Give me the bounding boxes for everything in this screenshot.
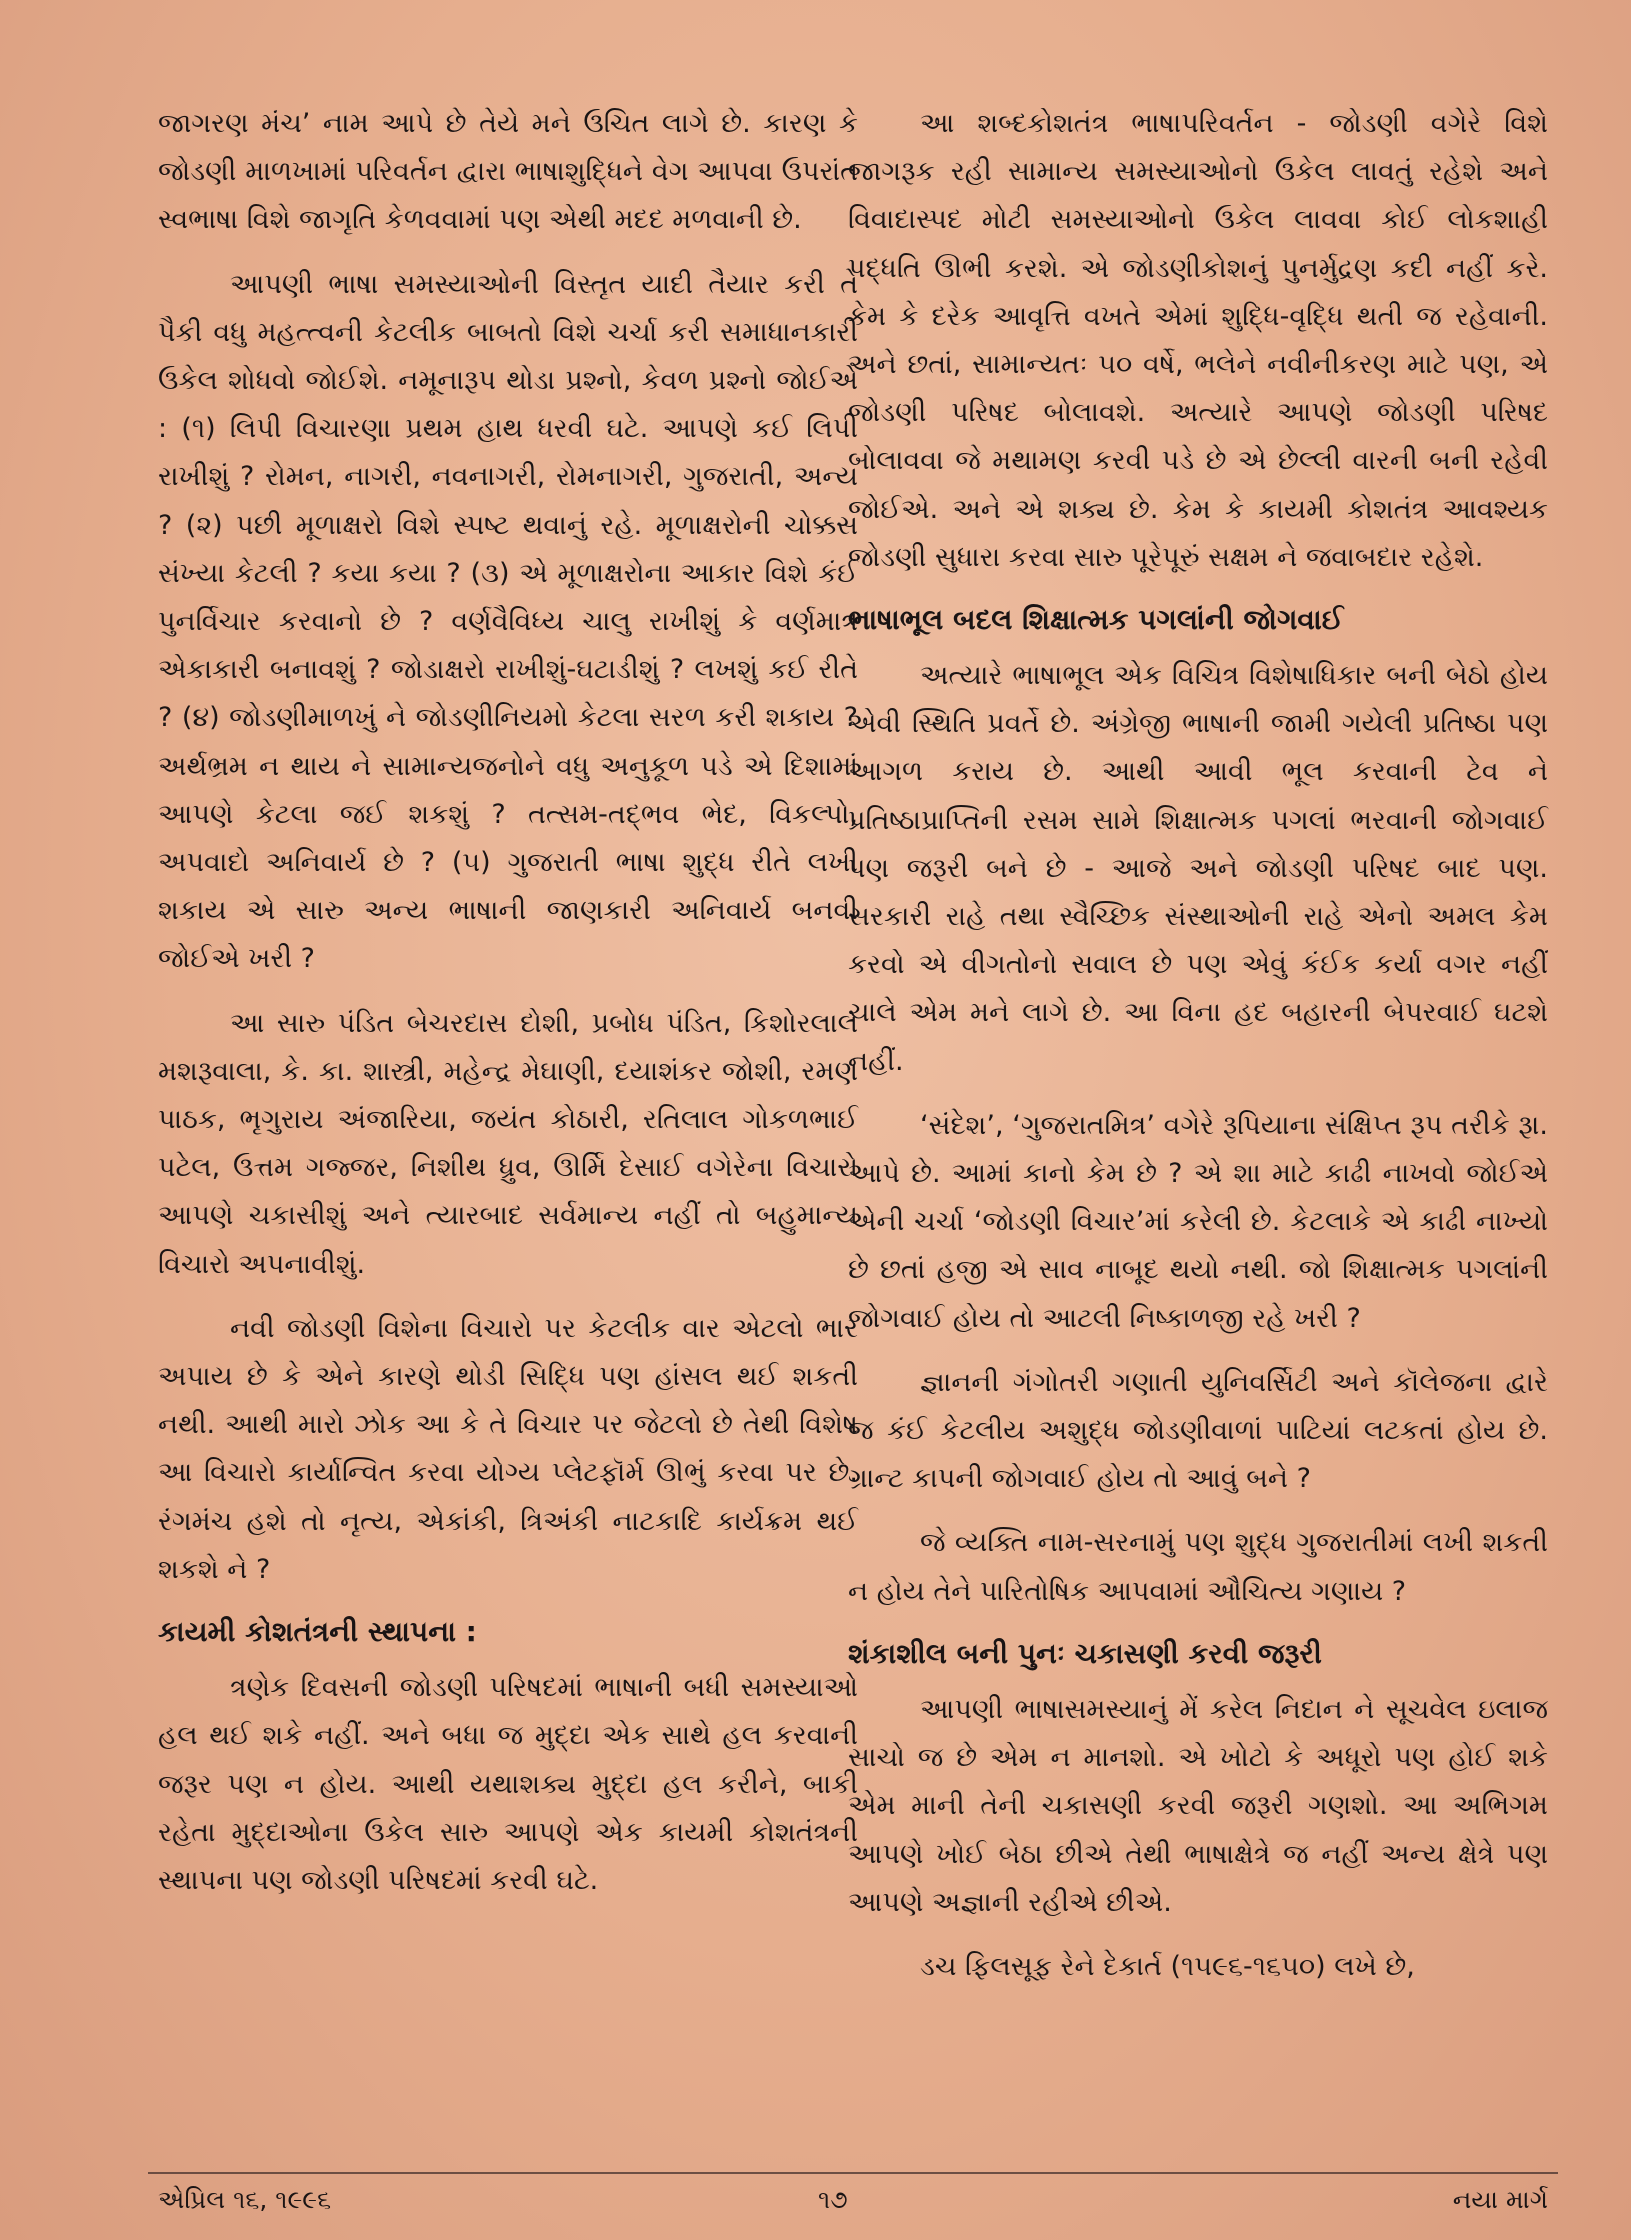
left-column [158,100,858,1921]
paragraph: અત્યારે ભાષાભૂલ એક વિચિત્ર વિશેષાધિકાર બની બેઠો હોય એવી સ્થિતિ પ્રવર્તે છે. અંગ્રેજી ભાષાની જામી ગયેલી પ્રતિષ્ઠા પણ આગળ કરાય છે. આથી આવી ભૂલ કરવાની ટેવ ને પ્રતિષ્ઠાપ્રાપ્તિની રસમ સામે શિક્ષાત્મક પગલાં ભરવાની જોગવાઈ પણ જરૂરી બને છે - આજે અને જોડણી પરિષદ બાદ પણ. સરકારી રાહે તથા સ્વૈચ્છિક સંસ્થાઓની રાહે એનો અમલ કેમ કરવો એ વીગતોનો સવાલ છે પણ એવું કંઈક કર્યા વગર નહીં ચાલે એમ મને લાગે છે. આ વિના હદ બહારની બેપરવાઈ ઘટશે નહીં. [848,660,1548,1077]
paragraph: જ્ઞાનની ગંગોતરી ગણાતી યુનિવર્સિટી અને કૉલેજના દ્વારે જ કંઈ કેટલીય અશુદ્ધ જોડણીવાળાં પાટિયાં લટકતાં હોય છે. ગ્રાન્ટ કાપની જોગવાઈ હોય તો આવું બને ? [848,1366,1548,1495]
footer-divider [148,2172,1558,2174]
paragraph: ડચ ફિલસૂફ રેને દેકાર્ત (૧૫૯૬-૧૬૫૦) લખે છે, [920,1950,1415,1982]
issue-date: એપ્રિલ ૧૬, ૧૯૯૬ [158,2185,332,2214]
section-heading: ભાષાભૂલ બદલ શિક્ષાત્મક પગલાંની જોગવાઈ [848,603,1344,637]
section-heading: કાયમી કોશતંત્રની સ્થાપના : [158,1615,477,1649]
paragraph: નવી જોડણી વિશેના વિચારો પર કેટલીક વાર એટલો ભાર અપાય છે કે એને કારણે થોડી સિદ્ધિ પણ હાંસલ થઈ શકતી નથી. આથી મારો ઝોક આ કે તે વિચાર પર જેટલો છે તેથી વિશેષ આ વિચારો કાર્યાન્વિત કરવા યોગ્ય પ્લેટફૉર્મ ઊભું કરવા પર છે. રંગમંચ હશે તો નૃત્ય, એકાંકી, ત્રિઅંકી નાટકાદિ કાર્યક્રમ થઈ શકશે ને ? [158,1312,858,1585]
magazine-name: નયા માર્ગ [1452,2185,1548,2214]
right-column [848,100,1548,2007]
paragraph: જે વ્યક્તિ નામ-સરનામું પણ શુદ્ધ ગુજરાતીમાં લખી શકતી ન હોય તેને પારિતોષિક આપવામાં ઔચિત્ય ગણાય ? [848,1527,1548,1607]
paragraph: ‘સંદેશ’, ‘ગુજરાતમિત્ર’ વગેરે રૂપિયાના સંક્ષિપ્ત રૂપ તરીકે રૂા. આપે છે. આમાં કાનો કેમ છે ? એ શા માટે કાઢી નાખવો જોઈએ એની ચર્ચા ‘જોડણી વિચાર’માં કરેલી છે. કેટલાકે એ કાઢી નાખ્યો છે છતાં હજી એ સાવ નાબૂદ થયો નથી. જો શિક્ષાત્મક પગલાંની જોગવાઈ હોય તો આટલી નિષ્કાળજી રહે ખરી ? [848,1109,1548,1334]
paragraph: આપણી ભાષાસમસ્યાનું મેં કરેલ નિદાન ને સૂચવેલ ઇલાજ સાચો જ છે એમ ન માનશો. એ ખોટો કે અધૂરો પણ હોઈ શકે એમ માની તેની ચકાસણી કરવી જરૂરી ગણશો. આ અભિગમ આપણે ખોઈ બેઠા છીએ તેથી ભાષાક્ષેત્રે જ નહીં અન્ય ક્ષેત્રે પણ આપણે અજ્ઞાની રહીએ છીએ. [848,1693,1548,1918]
page-footer [158,2180,1548,2220]
paragraph: આ સારુ પંડિત બેચરદાસ દોશી, પ્રબોધ પંડિત, કિશોરલાલ મશરૂવાલા, કે. કા. શાસ્ત્રી, મહેન્દ્ર મેઘાણી, દયાશંકર જોશી, રમણ પાઠક, ભૃગુરાય અંજારિયા, જયંત કોઠારી, રતિલાલ ગોકળભાઈ પટેલ, ઉત્તમ ગજ્જર, નિશીથ ધ્રુવ, ઊર્મિ દેસાઈ વગેરેના વિચારો આપણે ચકાસીશું અને ત્યારબાદ સર્વમાન્ય નહીં તો બહુમાન્ય વિચારો અપનાવીશું. [158,1007,858,1280]
section-heading: શંકાશીલ બની પુનઃ ચકાસણી કરવી જરૂરી [848,1636,1322,1670]
paragraph: આ શબ્દકોશતંત્ર ભાષાપરિવર્તન - જોડણી વગેરે વિશે જાગરૂક રહી સામાન્ય સમસ્યાઓનો ઉકેલ લાવતું રહેશે અને વિવાદાસ્પદ મોટી સમસ્યાઓનો ઉકેલ લાવવા કોઈ લોકશાહી પદ્ધતિ ઊભી કરશે. એ જોડણીકોશનું પુનર્મુદ્રણ કદી નહીં કરે. કેમ કે દરેક આવૃત્તિ વખતે એમાં શુદ્ધિ-વૃદ્ધિ થતી જ રહેવાની. અને છતાં, સામાન્યતઃ ૫૦ વર્ષે, ભલેને નવીનીકરણ માટે પણ, એ જોડણી પરિષદ બોલાવશે. અત્યારે આપણે જોડણી પરિષદ બોલાવવા જે મથામણ કરવી પડે છે એ છેલ્લી વારની બની રહેવી જોઈએ. અને એ શક્ય છે. કેમ કે કાયમી કોશતંત્ર આવશ્યક જોડણી સુધારા કરવા સારુ પૂરેપૂરું સક્ષમ ને જવાબદાર રહેશે. [848,108,1548,573]
page-number: ૧૭ [818,2185,848,2214]
paragraph: ત્રણેક દિવસની જોડણી પરિષદમાં ભાષાની બધી સમસ્યાઓ હલ થઈ શકે નહીં. અને બધા જ મુદ્દા એક સાથે હલ કરવાની જરૂર પણ ન હોય. આથી યથાશક્ય મુદ્દા હલ કરીને, બાકી રહેતા મુદ્દાઓના ઉકેલ સારુ આપણે એક કાયમી કોશતંત્રની સ્થાપના પણ જોડણી પરિષદમાં કરવી ઘટે. [158,1672,858,1896]
paragraph: આપણી ભાષા સમસ્યાઓની વિસ્તૃત યાદી તૈયાર કરી તે પૈકી વધુ મહત્ત્વની કેટલીક બાબતો વિશે ચર્ચા કરી સમાધાનકારી ઉકેલ શોધવો જોઈશે. નમૂનારૂપ થોડા પ્રશ્નો, કેવળ પ્રશ્નો જોઈએ : (૧) લિપી વિચારણા પ્રથમ હાથ ધરવી ઘટે. આપણે કઈ લિપી રાખીશું ? રોમન, નાગરી, નવનાગરી, રોમનાગરી, ગુજરાતી, અન્ય ? (૨) પછી મૂળાક્ષરો વિશે સ્પષ્ટ થવાનું રહે. મૂળાક્ષરોની ચોક્કસ સંખ્યા કેટલી ? કયા કયા ? (૩) એ મૂળાક્ષરોના આકાર વિશે કંઈ પુનર્વિચાર કરવાનો છે ? વર્ણવૈવિધ્ય ચાલુ રાખીશું કે વર્ણમાત્ર એકાકારી બનાવશું ? જોડાક્ષરો રાખીશું-ઘટાડીશું ? લખશું કઈ રીતે ? (૪) જોડણીમાળખું ને જોડણીનિયમો કેટલા સરળ કરી શકાય ? અર્થભ્રમ ન થાય ને સામાન્યજનોને વધુ અનુકૂળ પડે એ દિશામાં આપણે કેટલા જઈ શકશું ? તત્સમ-તદ્ભવ ભેદ, વિકલ્પો, અપવાદો અનિવાર્ય છે ? (૫) ગુજરાતી ભાષા શુદ્ધ રીતે લખી શકાય એ સારુ અન્ય ભાષાની જાણકારી અનિવાર્ય બનવી જોઈએ ખરી ? [158,268,858,975]
paragraph: જાગરણ મંચ’ નામ આપે છે તેયે મને ઉચિત લાગે છે. કારણ કે જોડણી માળખામાં પરિવર્તન દ્વારા ભાષાશુદ્ધિને વેગ આપવા ઉપરાંત સ્વભાષા વિશે જાગૃતિ કેળવવામાં પણ એથી મદદ મળવાની છે. [158,108,858,236]
